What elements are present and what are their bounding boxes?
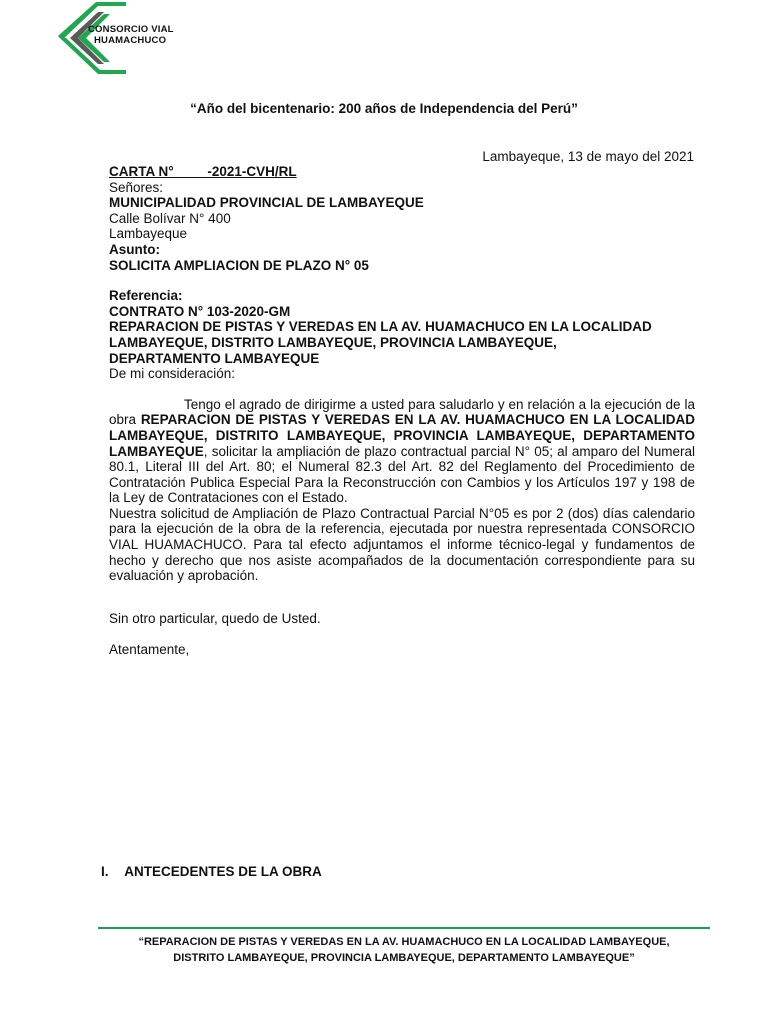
signoff: Atentamente, — [109, 642, 190, 657]
asunto-label: Asunto: — [109, 241, 160, 257]
referencia-line-1: REPARACION DE PISTAS Y VEREDAS EN LA AV. HUAMACHUCO EN LA LOCALIDAD — [109, 319, 652, 335]
recipient-address: Calle Bolívar N° 400 — [109, 210, 231, 226]
paragraph-1-rest: , solicitar la ampliación de plazo contractual parcial N° 05; al amparo del Numeral 80.1, Literal III del Art. 80; el Numeral 82.3 del Art. 82 del Reglamento del Procedimiento de Contratación Publica Especial Para la Reconstrucción con Cambios y los Artículos 197 y 198 de la Ley de Contrataciones con el Estado. — [109, 443, 695, 506]
footer-project-title — [98, 934, 710, 966]
letter-date: Lambayeque, 13 de mayo del 2021 — [482, 149, 694, 164]
year-motto: “Año del bicentenario: 200 años de Independencia del Perú” — [190, 101, 578, 116]
footer-line-1: “REPARACION DE PISTAS Y VEREDAS EN LA AV. HUAMACHUCO EN LA LOCALIDAD LAMBAYEQUE, — [138, 936, 670, 948]
recipient-city: Lambayeque — [109, 226, 188, 242]
referencia-line-3: DEPARTAMENTO LAMBAYEQUE — [109, 350, 320, 366]
section-number: I. — [101, 864, 109, 879]
logo-line-2: HUAMACHUCO — [94, 35, 167, 46]
logo-line-1: CONSORCIO VIAL — [88, 24, 174, 35]
referencia-label: Referencia: — [109, 288, 183, 304]
greeting: De mi consideración: — [109, 366, 236, 382]
paragraph-1-intro: Tengo el agrado de dirigirme a usted para saludarlo y en relación a la ejecución de la obra — [109, 396, 695, 428]
closing-line: Sin otro particular, quedo de Usted. — [109, 611, 321, 626]
carta-number: CARTA N° -2021-CVH/RL — [109, 164, 297, 179]
referencia-line-2: LAMBAYEQUE, DISTRITO LAMBAYEQUE, PROVINCIA LAMBAYEQUE, — [109, 334, 557, 350]
company-logo — [48, 0, 208, 78]
paragraph-1 — [109, 397, 695, 506]
letter-body — [109, 164, 695, 584]
section-heading — [101, 864, 322, 879]
salutation-senores: Señores: — [109, 179, 164, 195]
recipient-entity: MUNICIPALIDAD PROVINCIAL DE LAMBAYEQUE — [109, 195, 424, 211]
paragraph-1-project: REPARACION DE PISTAS Y VEREDAS EN LA AV. HUAMACHUCO EN LA LOCALIDAD LAMBAYEQUE, DISTRITO LAMBAYEQUE, PROVINCIA LAMBAYEQUE, DEPARTAMENTO LAMBAYEQUE — [109, 412, 695, 459]
paragraph-2: Nuestra solicitud de Ampliación de Plazo Contractual Parcial N°05 es por 2 (dos) días calendario para la ejecución de la obra de la referencia, ejecutada por nuestra representada CONSORCIO VIAL HUAMACHUCO. Para tal efecto adjuntamos el informe técnico-legal y fundamentos de hecho y derecho que nos asiste acompañados de la documentación correspondiente para su evaluación y aprobación. — [109, 505, 695, 584]
footer-divider — [98, 927, 710, 929]
footer-line-2: DISTRITO LAMBAYEQUE, PROVINCIA LAMBAYEQUE, DEPARTAMENTO LAMBAYEQUE” — [173, 952, 635, 964]
contrato-number: CONTRATO N° 103-2020-GM — [109, 303, 291, 319]
section-title: ANTECEDENTES DE LA OBRA — [124, 864, 322, 879]
asunto-text: SOLICITA AMPLIACION DE PLAZO N° 05 — [109, 257, 369, 273]
logo-text — [88, 24, 174, 46]
